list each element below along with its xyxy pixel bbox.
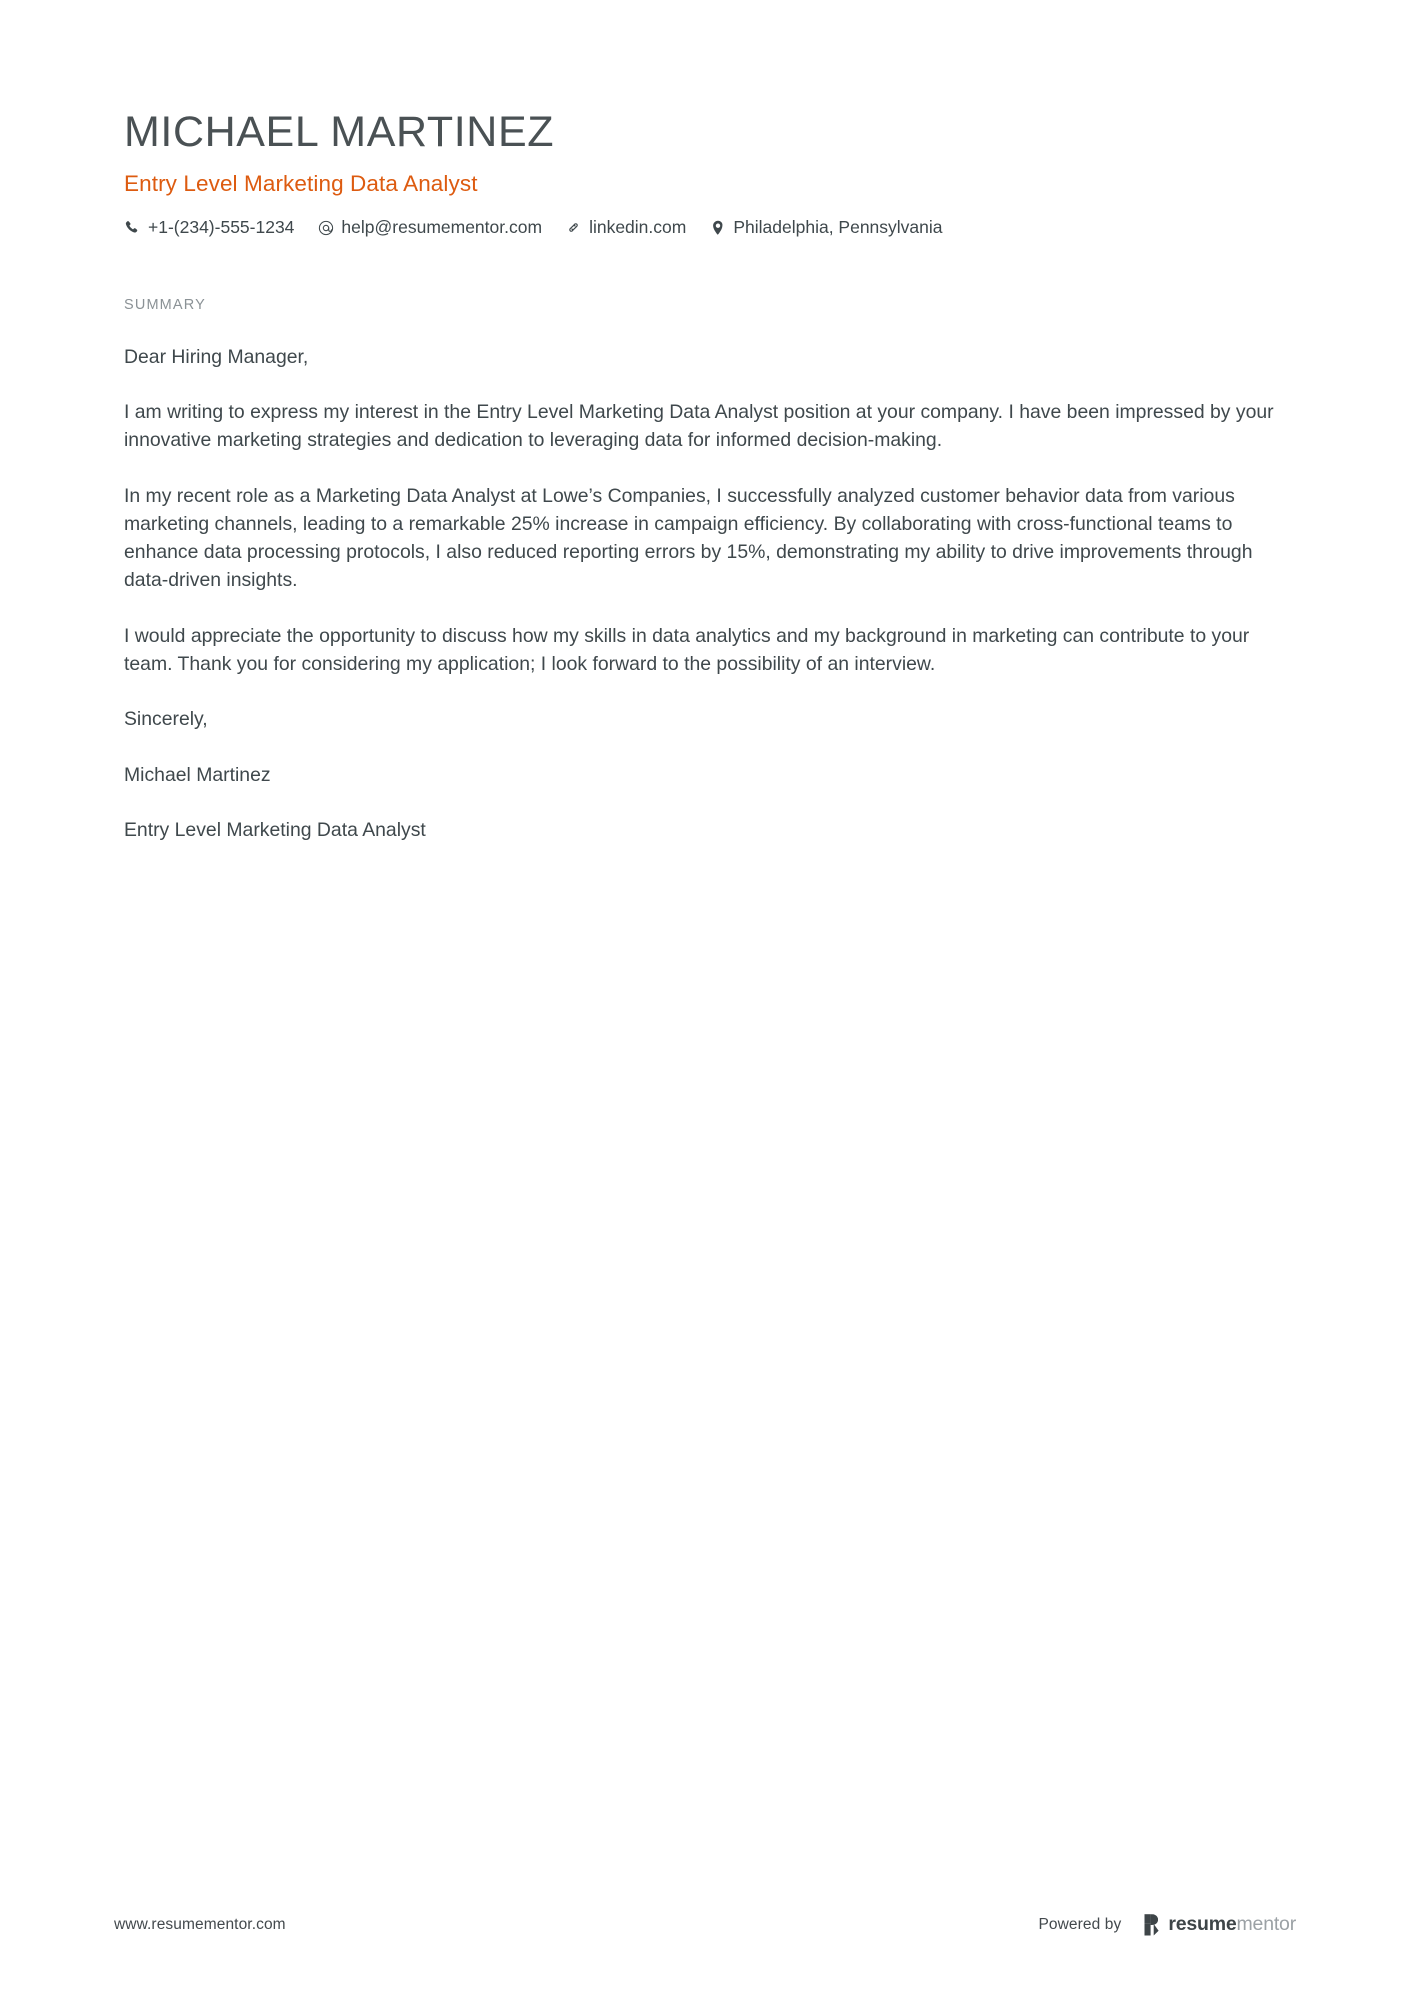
location-pin-icon [709, 219, 726, 236]
letter-paragraph-3: I would appreciate the opportunity to discuss how my skills in data analytics and my background in marketing can contribute to your team. Thank you for considering my application; I look forward to the possibility of an interview. [124, 624, 1250, 676]
resumementor-wordmark [1168, 1915, 1296, 1935]
link-icon [565, 219, 582, 236]
letter-header [124, 0, 1286, 237]
powered-by-label: Powered by [1038, 1916, 1122, 1933]
page-footer [114, 1913, 1296, 1937]
footer-branding [1038, 1913, 1296, 1937]
candidate-name: MICHAEL MARTINEZ [124, 108, 555, 156]
contact-location-value: Philadelphia, Pennsylvania [733, 217, 943, 238]
resumementor-logo[interactable] [1143, 1913, 1296, 1937]
page-content [124, 0, 1286, 844]
letter-body [124, 343, 1286, 845]
summary-section [124, 297, 1286, 845]
contact-email-value: help@resumementor.com [341, 217, 543, 238]
contact-location[interactable] [709, 219, 942, 237]
contact-info-row [124, 219, 1286, 237]
letter-paragraph-1: I am writing to express my interest in the Entry Level Marketing Data Analyst position at your company. I have been impressed by your innovative marketing strategies and dedication to leveraging data for informed decision-making. [124, 400, 1274, 452]
letter-paragraph-2: In my recent role as a Marketing Data Analyst at Lowe’s Companies, I successfully analyzed customer behavior data from various marketing channels, leading to a remarkable 25% increase in campaign efficiency. By collaborating with cross-functional teams to enhance data processing protocols, I also reduced reporting errors by 15%, demonstrating my ability to drive improvements through data-driven insights. [124, 484, 1253, 592]
letter-salutation: Dear Hiring Manager, [124, 345, 309, 368]
contact-phone-value: +1-(234)-555-1234 [148, 217, 295, 238]
brand-word-mentor: mentor [1236, 1913, 1296, 1936]
contact-email[interactable] [317, 219, 542, 237]
footer-website-url[interactable]: www.resumementor.com [114, 1916, 286, 1933]
contact-link[interactable] [565, 219, 686, 237]
email-icon [317, 219, 334, 236]
contact-phone[interactable] [124, 219, 294, 237]
brand-word-resume: resume [1168, 1913, 1237, 1936]
letter-closing: Sincerely, [124, 708, 208, 731]
phone-icon [124, 219, 141, 236]
candidate-job-title: Entry Level Marketing Data Analyst [124, 171, 478, 197]
letter-signature-name: Michael Martinez [124, 763, 271, 786]
section-label-summary: SUMMARY [124, 296, 206, 313]
letter-signature-title: Entry Level Marketing Data Analyst [124, 818, 426, 841]
resumementor-logo-mark-icon [1143, 1913, 1162, 1937]
contact-link-value: linkedin.com [589, 217, 687, 238]
